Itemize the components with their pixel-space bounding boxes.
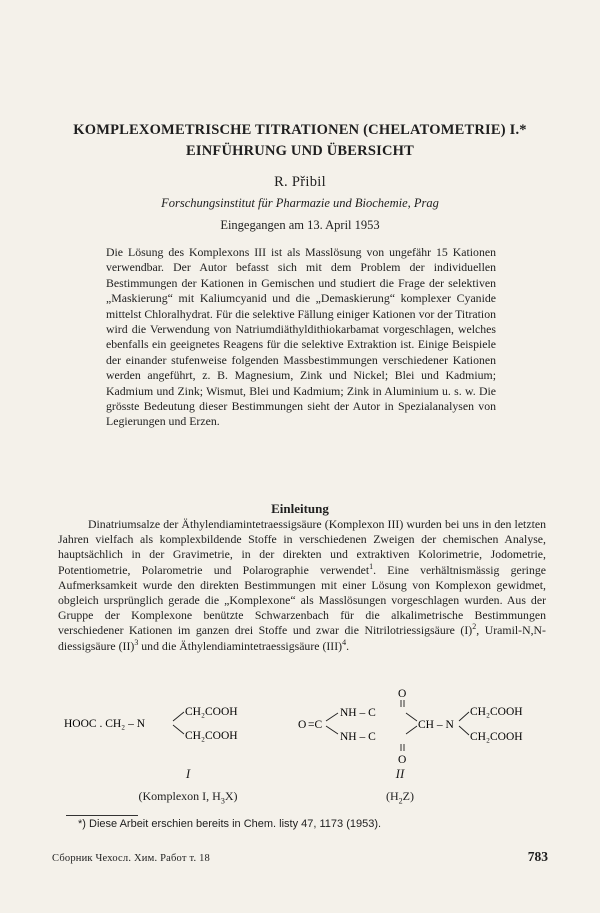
structure-ii-nh-top: NH – C xyxy=(340,707,376,719)
intro-text-3: , Uramil-N,N-diessigsäure (II) xyxy=(58,623,546,653)
structure-ii-labels xyxy=(350,766,450,804)
structure-ii-bond-n-bottom xyxy=(459,726,469,735)
introduction-paragraph xyxy=(58,517,546,654)
journal-name: Сборник Чехосл. Хим. Работ т. 18 xyxy=(52,853,211,864)
ref-1: 1 xyxy=(369,561,374,571)
title-line-1: KOMPLEXOMETRISCHE TITRATIONEN (CHELATOMETRIE) I.* xyxy=(73,122,527,138)
structure-ii-bond-n-top xyxy=(459,712,469,721)
author-name: R. Přibil xyxy=(274,174,326,190)
structure-ii-diagram xyxy=(296,686,536,766)
structure-ii-arm-top: CH₂COOH xyxy=(470,706,523,718)
structure-i-left-group: HOOC . CH₂ – N xyxy=(64,718,145,730)
abstract: Die Lösung des Komplexons III ist als Masslösung von ungefähr 15 Kationen verwendbar. Der Autor befasst sich mit dem Problem der individuellen Bestimmungen der Kationen in Gemischen und studiert die Frage der selektiven „Maskierung“ mit Kaliumcyanid und die „Demaskierung“ komplexer Cyanide mittelst Chloralhydrat. Für die selektive Fällung einiger Kationen vor der Titration wird die Verwendung von Natriumdiäthyldithiokarbamat vorgeschlagen, welches ebenfalls ein geeignetes Reagens für die selektive Extraktion ist. Einige Beispiele der einander stufenweise folgenden Massbestimmungen verschiedener Kationen werden angeführt, z. B. Magnesium, Zink und Nickel; Blei und Kadmium; Kadmium und Zink; Wismut, Blei und Kadmium; Zink in Aluminium u. s. w. Die grösste Bedeutung dieser Bestimmungen sieht der Autor in Spezialanalysen von Legierungen und Erzen. xyxy=(106,245,496,429)
structure-ii-numeral: II xyxy=(395,766,405,781)
ref-2: 2 xyxy=(472,622,477,632)
structure-ii-bond-right-top xyxy=(406,713,417,721)
author-affiliation: Forschungsinstitut für Pharmazie und Biochemie, Prag xyxy=(161,196,439,210)
structure-i-arm-top: CH₂COOH xyxy=(185,706,238,718)
structure-ii-bond-right-bottom xyxy=(406,726,417,734)
page-number: 783 xyxy=(527,849,548,864)
received-date: Eingegangen am 13. April 1953 xyxy=(220,218,380,232)
structure-ii-o-bottom: O xyxy=(398,754,407,766)
intro-text-1: Dinatriumsalze der Äthylendiamintetraessigsäure (Komplexon III) wurden bei uns in den letzten Jahren vielfach als komplexbildende Stoffe in verschiedenen Zweigen der chemischen Analyse, hauptsächlich in der Gravimetrie, in der direkten und extraktiven Kolorimetrie, Jodometrie, Potentiometrie, Polarometrie und Polarographie verwendet xyxy=(58,517,546,577)
structure-ii-ch-n: CH – N xyxy=(418,719,454,731)
ref-3: 3 xyxy=(134,637,139,647)
structure-ii-eq-left: =C xyxy=(308,719,323,731)
structure-ii-bond-left-top xyxy=(326,713,338,721)
section-heading: Einleitung xyxy=(271,501,329,516)
structure-ii-o-top: O xyxy=(398,688,407,700)
structure-i-arm-bottom: CH₂COOH xyxy=(185,730,238,742)
structure-i-numeral: I xyxy=(185,766,191,781)
article-title xyxy=(40,120,560,162)
structure-i-caption: (Komplexon I, $H_3X$) xyxy=(138,789,238,806)
structure-ii-nh-bottom: NH – C xyxy=(340,731,376,743)
structure-ii-o-left: O xyxy=(298,719,307,731)
structure-ii-caption: $(H_2Z)$ xyxy=(386,789,414,806)
structure-i-labels xyxy=(118,766,258,804)
structure-i-diagram xyxy=(60,700,260,750)
title-line-2: EINFÜHRUNG UND ÜBERSICHT xyxy=(186,143,414,159)
footnote-rule xyxy=(66,815,138,816)
structure-ii-bond-left-bottom xyxy=(326,726,338,734)
intro-text-2: . Eine verhältnismässig geringe Aufmerksamkeit wurde den direkten Bestimmungen mit einer Lösung von Komplexon gewidmet, obgleich ursprünglich gerade die „Komplexone“ als Masslösungen vorgeschlagen wurden. Aus der Gruppe der Komplexone benützte Schwarzenbach für die alkalimetrische Bestimmungen verschiedener Kationen im ganzen drei Stoffe und zwar die Nitrilotriessigsäure (I) xyxy=(58,562,546,638)
structure-ii-arm-bottom: CH₂COOH xyxy=(470,731,523,743)
intro-text-5: . xyxy=(346,638,350,653)
structure-i-bond-top xyxy=(173,712,184,721)
footnote: *) Diese Arbeit erschien bereits in Chem. listy 47, 1173 (1953). xyxy=(78,818,382,830)
structure-i-bond-bottom xyxy=(173,725,184,734)
ref-4: 4 xyxy=(342,637,347,647)
intro-text-4: und die Äthylendiamintetraessigsäure (III) xyxy=(138,638,343,653)
